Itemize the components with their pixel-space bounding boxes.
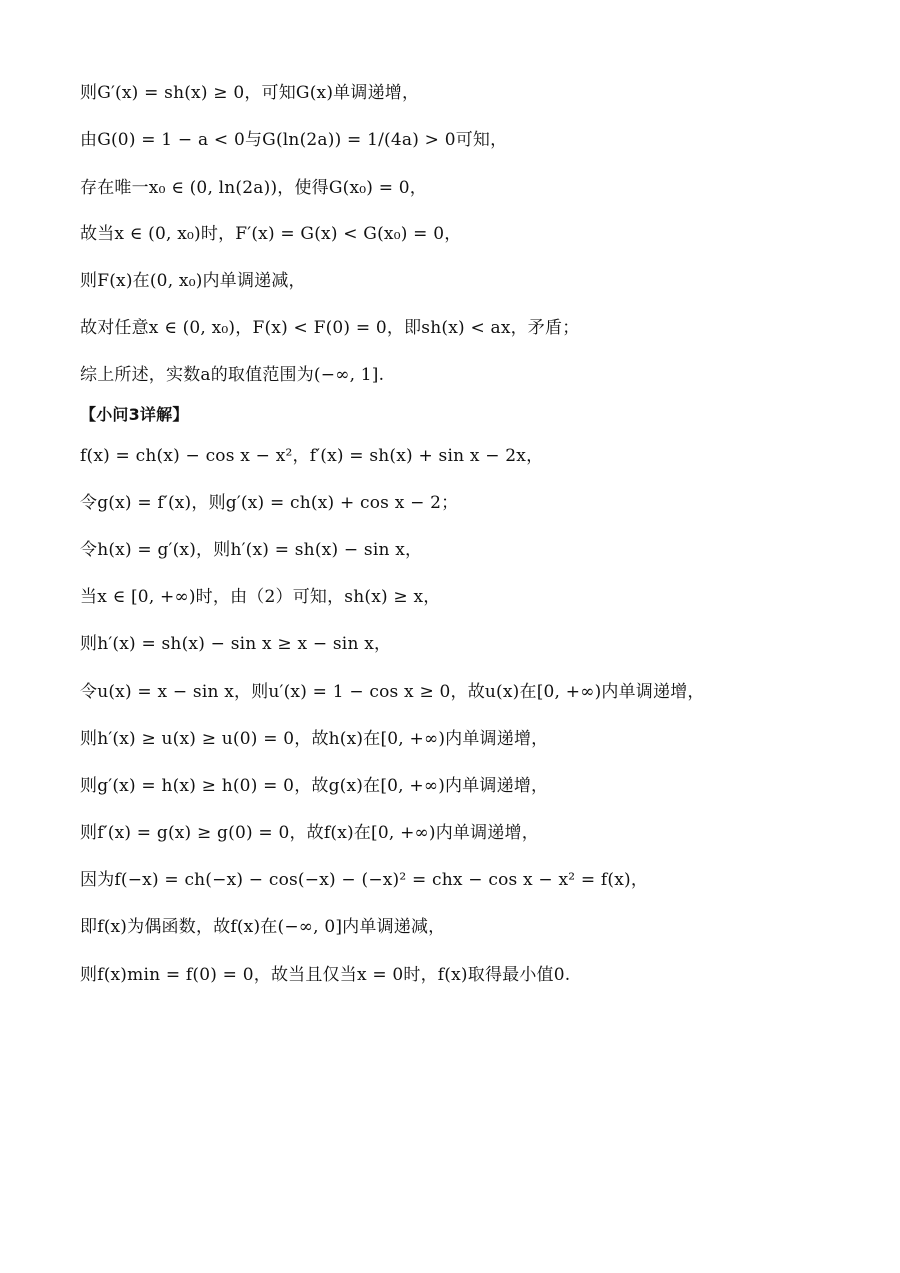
line-14: 令u(x) = x − sin x，则u′(x) = 1 − cos x ≥ 0，故u(x)在[0, +∞)内单调递增，	[80, 682, 705, 702]
line-20: 则f(x)min = f(0) = 0，故当且仅当x = 0时，f(x)取得最小值0.	[80, 965, 571, 985]
line-17: 则f′(x) = g(x) ≥ g(0) = 0，故f(x)在[0, +∞)内单调递增，	[80, 823, 539, 843]
line-2: 由G(0) = 1 − a < 0与G(ln(2a)) = 1/(4a) > 0可知，	[80, 130, 508, 150]
line-9: f(x) = ch(x) − cos x − x²，f′(x) = sh(x) + sin x − 2x，	[80, 446, 544, 466]
line-18: 因为f(−x) = ch(−x) − cos(−x) − (−x)² = chx − cos x − x² = f(x)，	[80, 870, 649, 890]
line-13: 则h′(x) = sh(x) − sin x ≥ x − sin x，	[80, 634, 392, 654]
line-16: 则g′(x) = h(x) ≥ h(0) = 0，故g(x)在[0, +∞)内单调递增，	[80, 776, 549, 796]
line-11: 令h(x) = g′(x)，则h′(x) = sh(x) − sin x，	[80, 540, 423, 560]
line-10: 令g(x) = f′(x)，则g′(x) = ch(x) + cos x − 2；	[80, 493, 459, 513]
line-15: 则h′(x) ≥ u(x) ≥ u(0) = 0，故h(x)在[0, +∞)内单调递增，	[80, 729, 549, 749]
line-1: 则G′(x) = sh(x) ≥ 0，可知G(x)单调递增，	[80, 83, 420, 103]
line-7: 综上所述，实数a的取值范围为(−∞, 1].	[80, 365, 385, 385]
line-6: 故对任意x ∈ (0, x₀)，F(x) < F(0) = 0，即sh(x) < ax，矛盾；	[80, 318, 580, 338]
line-4: 故当x ∈ (0, x₀)时，F′(x) = G(x) < G(x₀) = 0，	[80, 224, 462, 244]
line-3: 存在唯一x₀ ∈ (0, ln(2a))，使得G(x₀) = 0，	[80, 178, 427, 198]
line-12: 当x ∈ [0, +∞)时，由（2）可知，sh(x) ≥ x，	[80, 587, 441, 607]
line-5: 则F(x)在(0, x₀)内单调递减，	[80, 271, 306, 291]
line-19: 即f(x)为偶函数，故f(x)在(−∞, 0]内单调递减，	[80, 917, 446, 937]
section-heading: 【小问3详解】	[80, 405, 189, 424]
